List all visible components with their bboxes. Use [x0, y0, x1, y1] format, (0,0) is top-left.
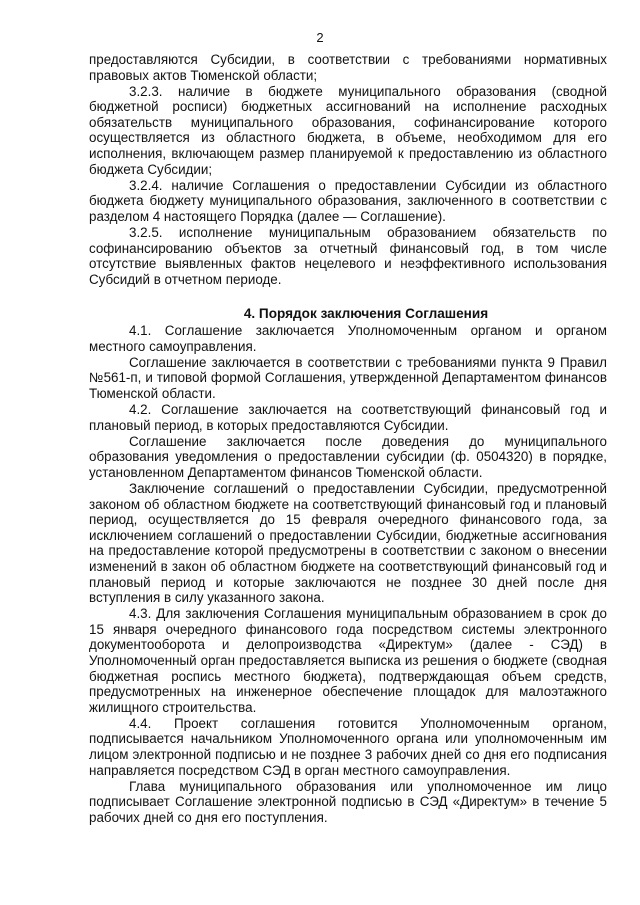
document-body	[89, 52, 607, 826]
paragraph-4-4: 4.4. Проект соглашения готовится Уполномоченным органом, подписывается начальником Уполномоченного органа или уполномоченным им лицом электронной подписью и не позднее 3 рабочих дней со дня его подписания направляется посредством СЭД в орган местного самоуправления.	[89, 715, 607, 778]
paragraph-continuation: предоставляются Субсидии, в соответствии с требованиями нормативных правовых актов Тюменской области;	[89, 52, 607, 83]
section-title: 4. Порядок заключения Соглашения	[243, 306, 489, 322]
paragraph-4-1: 4.1. Соглашение заключается Уполномоченным органом и органом местного самоуправления.	[89, 323, 607, 354]
paragraph-3-2-5: 3.2.5. исполнение муниципальным образованием обязательств по софинансированию объектов за отчетный финансовый год, в том числе отсутствие выявленных фактов нецелевого и неэффективного использования Субсидий в отчетном периоде.	[89, 225, 607, 287]
paragraph-3-2-3: 3.2.3. наличие в бюджете муниципального образования (сводной бюджетной росписи) бюджетных ассигнований на исполнение расходных обязательств муниципального образования, софинансирование которого осуществляется из областного бюджета, в объеме, необходимом для его исполнения, включающем размер планируемой к предоставлению из областного бюджета Субсидии;	[89, 83, 607, 177]
paragraph-4-1-b: Соглашение заключается в соответствии с требованиями пункта 9 Правил №561-п, и типовой формой Соглашения, утвержденной Департаментом финансов Тюменской области.	[89, 354, 607, 401]
page-number: 2	[316, 30, 324, 45]
paragraph-4-2-b: Соглашение заключается после доведения до муниципального образования уведомления о предоставлении субсидии (ф. 0504320) в порядке, установленном Департаментом финансов Тюменской области.	[89, 433, 607, 480]
paragraph-4-2-c: Заключение соглашений о предоставлении Субсидии, предусмотренной законом об областном бюджете на соответствующий финансовый год и плановый период, осуществляется до 15 февраля очередного финансового года, за исключением соглашений о предоставлении Субсидии, бюджетные ассигнования на предоставление которой предусмотрены в соответствии с законом о внесении изменений в закон об областном бюджете на соответствующий финансовый год и плановый период и которые заключаются не позднее 30 дней после дня вступления в силу указанного закона.	[89, 480, 607, 606]
paragraph-4-3: 4.3. Для заключения Соглашения муниципальным образованием в срок до 15 января очередного финансового года посредством системы электронного документооборота и делопроизводства «Директум» (далее - СЭД) в Уполномоченный орган предоставляется выписка из решения о бюджете (сводная бюджетная роспись местного бюджета), подтверждающая объем средств, предусмотренных на инженерное обеспечение площадок для малоэтажного жилищного строительства.	[89, 606, 607, 715]
paragraph-3-2-4: 3.2.4. наличие Соглашения о предоставлении Субсидии из областного бюджета бюджету муниципального образования, заключенного в соответствии с разделом 4 настоящего Порядка (далее — Соглашение).	[89, 177, 607, 224]
paragraph-4-4-b: Глава муниципального образования или уполномоченное им лицо подписывает Соглашение электронной подписью в СЭД «Директум» в течение 5 рабочих дней со дня его поступления.	[89, 778, 607, 825]
paragraph-4-2: 4.2. Соглашение заключается на соответствующий финансовый год и плановый период, в которых предоставляются Субсидии.	[89, 401, 607, 433]
